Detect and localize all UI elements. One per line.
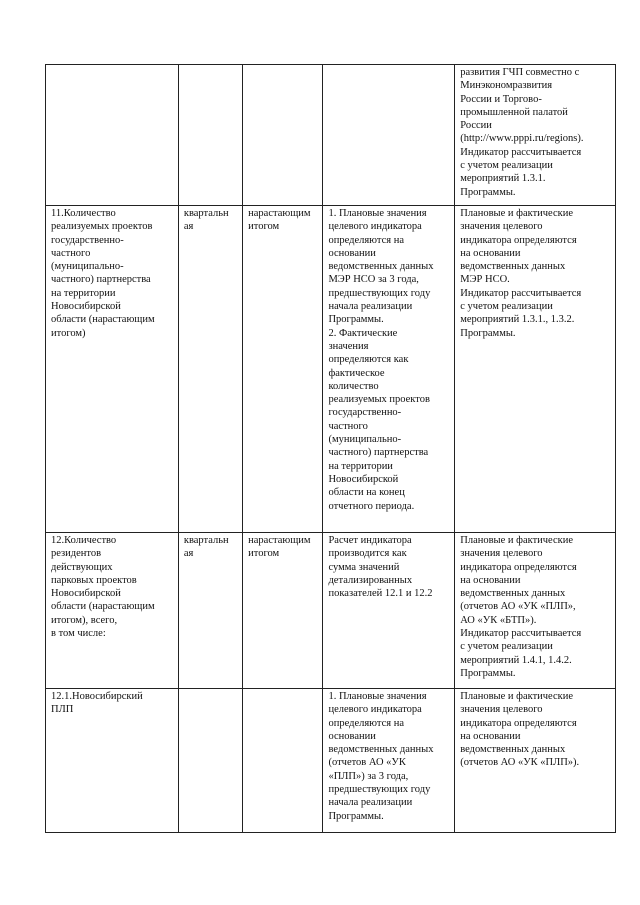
cell-text-line: России и Торгово- xyxy=(460,93,542,105)
cell-text-line: области на конец xyxy=(328,487,405,499)
cell-text-line: количество xyxy=(328,380,379,392)
cell-text-line: ведомственных данных xyxy=(328,744,434,756)
cell-text-line: резидентов xyxy=(51,548,102,560)
cell-text-line: 11.Количество xyxy=(51,208,116,219)
cell-source xyxy=(455,206,616,533)
cell-calculation xyxy=(323,206,455,533)
cell-text-line: квартальн xyxy=(183,208,229,219)
table-row xyxy=(46,206,616,533)
cell-text-line: Новосибирской xyxy=(51,301,121,313)
cell-text-line: производится как xyxy=(328,548,407,560)
cell-text-line: реализуемых проектов xyxy=(51,221,153,233)
cell-text-line: на территории xyxy=(51,287,116,299)
cell-text-line: (муниципально- xyxy=(51,261,124,273)
cell-text-line: АО «УК «БТП»). xyxy=(460,614,537,626)
cell-text-line: нарастающим xyxy=(248,208,311,219)
cell-text-line: ПЛП xyxy=(51,704,74,716)
cell-text-line: квартальн xyxy=(183,535,229,546)
cell-text-line: развития ГЧП совместно с xyxy=(460,67,580,78)
cell-periodicity xyxy=(178,65,242,206)
cell-text-line: Программы. xyxy=(328,810,384,822)
table-row xyxy=(46,65,616,206)
cell-source xyxy=(455,533,616,689)
cell-text-line: с учетом реализации xyxy=(460,641,553,653)
cell-text-line: значения целевого xyxy=(460,221,543,233)
cell-text-line: предшествующих году xyxy=(328,287,431,299)
cell-text-line: ведомственных данных xyxy=(460,261,566,273)
cell-text-line: значения целевого xyxy=(460,548,543,560)
indicators-table xyxy=(45,64,616,833)
cell-text-line: Программы. xyxy=(460,186,516,198)
cell-indicator-name xyxy=(46,206,179,533)
cell-text-line: парковых проектов xyxy=(51,574,137,586)
cell-text-line: на основании xyxy=(460,247,521,259)
cell-text-line: индикатора определяются xyxy=(460,561,577,573)
cell-text-line: нарастающим xyxy=(248,535,311,546)
cell-text-line: индикатора определяются xyxy=(460,717,577,729)
cell-text-line: 12.1.Новосибирский xyxy=(51,691,143,702)
cell-text-line: Плановые и фактические xyxy=(460,208,574,219)
cell-text-line: частного xyxy=(51,247,91,259)
cell-text-line: государственно- xyxy=(51,234,124,246)
cell-text-line: Новосибирской xyxy=(51,588,121,600)
cell-text-line: начала реализации xyxy=(328,797,413,809)
cell-text-line: ведомственных данных xyxy=(328,261,434,273)
cell-text-line: реализуемых проектов xyxy=(328,394,430,406)
cell-text-line: итогом), всего, xyxy=(51,614,118,626)
cell-calculation xyxy=(323,65,455,206)
cell-text-line: мероприятий 1.3.1., 1.3.2. xyxy=(460,314,575,326)
cell-text-line: мероприятий 1.4.1, 1.4.2. xyxy=(460,654,572,666)
cell-text-line: предшествующих году xyxy=(328,784,431,796)
cell-text-line: (муниципально- xyxy=(328,434,402,446)
cell-text-line: значения xyxy=(328,340,369,352)
cell-text-line: итогом) xyxy=(51,327,86,339)
cell-text-line: определяются на xyxy=(328,234,404,246)
cell-text-line: целевого индикатора xyxy=(328,221,422,233)
cell-source xyxy=(455,689,616,833)
cell-text-line: ведомственных данных xyxy=(460,744,566,756)
cell-text-line: частного) партнерства xyxy=(51,274,151,286)
table-row xyxy=(46,533,616,689)
cell-text-line: на территории xyxy=(328,460,393,472)
cell-indicator-name xyxy=(46,533,179,689)
cell-text-line: фактическое xyxy=(328,367,385,379)
cell-text-line: с учетом реализации xyxy=(460,160,553,172)
cell-text-line: области (нарастающим xyxy=(51,601,155,613)
cell-text-line: ая xyxy=(183,221,194,233)
cell-method xyxy=(243,65,323,206)
cell-text-line: ведомственных данных xyxy=(460,588,566,600)
cell-text-line: 1. Плановые значения xyxy=(328,691,427,702)
cell-text-line: Индикатор рассчитывается xyxy=(460,146,582,158)
cell-text-line: на основании xyxy=(460,730,521,742)
cell-text-line: Плановые и фактические xyxy=(460,691,574,702)
cell-text-line: сумма значений xyxy=(328,561,400,573)
cell-text-line: области (нарастающим xyxy=(51,314,155,326)
cell-text-line: действующих xyxy=(51,561,113,573)
cell-periodicity xyxy=(178,206,242,533)
cell-text-line: с учетом реализации xyxy=(460,301,553,313)
cell-calculation xyxy=(323,689,455,833)
cell-method xyxy=(243,689,323,833)
cell-text-line: индикатора определяются xyxy=(460,234,577,246)
cell-text-line: (отчетов АО «УК «ПЛП», xyxy=(460,601,576,613)
cell-text-line: частного) партнерства xyxy=(328,447,429,459)
cell-text-line: МЭР НСО за 3 года, xyxy=(328,274,419,286)
cell-text-line: определяются как xyxy=(328,354,409,366)
cell-text-line: основании xyxy=(328,247,376,259)
cell-text-line: Программы. xyxy=(328,314,384,326)
cell-periodicity xyxy=(178,689,242,833)
cell-text-line: (отчетов АО «УК «ПЛП»). xyxy=(460,757,580,769)
cell-text-line: итогом xyxy=(248,221,280,233)
cell-text-line: начала реализации xyxy=(328,301,413,313)
cell-text-line: Индикатор рассчитывается xyxy=(460,287,582,299)
table-body xyxy=(46,65,616,833)
cell-text-line: Индикатор рассчитывается xyxy=(460,628,582,640)
cell-source xyxy=(455,65,616,206)
cell-text-line: мероприятий 1.3.1. xyxy=(460,173,546,185)
cell-indicator-name xyxy=(46,65,179,206)
cell-text-line: МЭР НСО. xyxy=(460,274,510,286)
cell-text-line: основании xyxy=(328,730,376,742)
cell-text-line: государственно- xyxy=(328,407,402,419)
cell-text-line: отчетного периода. xyxy=(328,500,415,512)
cell-text-line: Программы. xyxy=(460,667,516,679)
cell-text-line: значения целевого xyxy=(460,704,543,716)
cell-text-line: на основании xyxy=(460,574,521,586)
cell-text-line: частного xyxy=(328,420,368,432)
cell-calculation xyxy=(323,533,455,689)
cell-text-line: ая xyxy=(183,548,194,560)
cell-text-line: в том числе: xyxy=(51,628,106,640)
cell-method xyxy=(243,206,323,533)
cell-text-line: Новосибирской xyxy=(328,473,399,485)
cell-text-line: итогом xyxy=(248,548,280,560)
cell-text-line: Расчет индикатора xyxy=(328,535,412,546)
table-row xyxy=(46,689,616,833)
cell-text-line: детализированных xyxy=(328,574,413,586)
cell-method xyxy=(243,533,323,689)
cell-text-line: (http://www.pppi.ru/regions). xyxy=(460,133,584,145)
cell-indicator-name xyxy=(46,689,179,833)
cell-text-line: определяются на xyxy=(328,717,404,729)
cell-periodicity xyxy=(178,533,242,689)
cell-text-line: «ПЛП») за 3 года, xyxy=(328,770,409,782)
cell-text-line: показателей 12.1 и 12.2 xyxy=(328,588,433,600)
cell-text-line: России xyxy=(460,120,492,132)
cell-text-line: 2. Фактические xyxy=(328,327,398,339)
cell-text-line: целевого индикатора xyxy=(328,704,422,716)
cell-text-line: 1. Плановые значения xyxy=(328,208,427,219)
cell-text-line: (отчетов АО «УК xyxy=(328,757,406,769)
cell-text-line: промышленной палатой xyxy=(460,106,568,118)
cell-text-line: 12.Количество xyxy=(51,535,117,546)
cell-text-line: Плановые и фактические xyxy=(460,535,574,546)
cell-text-line: Программы. xyxy=(460,327,516,339)
cell-text-line: Минэкономразвития xyxy=(460,80,553,92)
